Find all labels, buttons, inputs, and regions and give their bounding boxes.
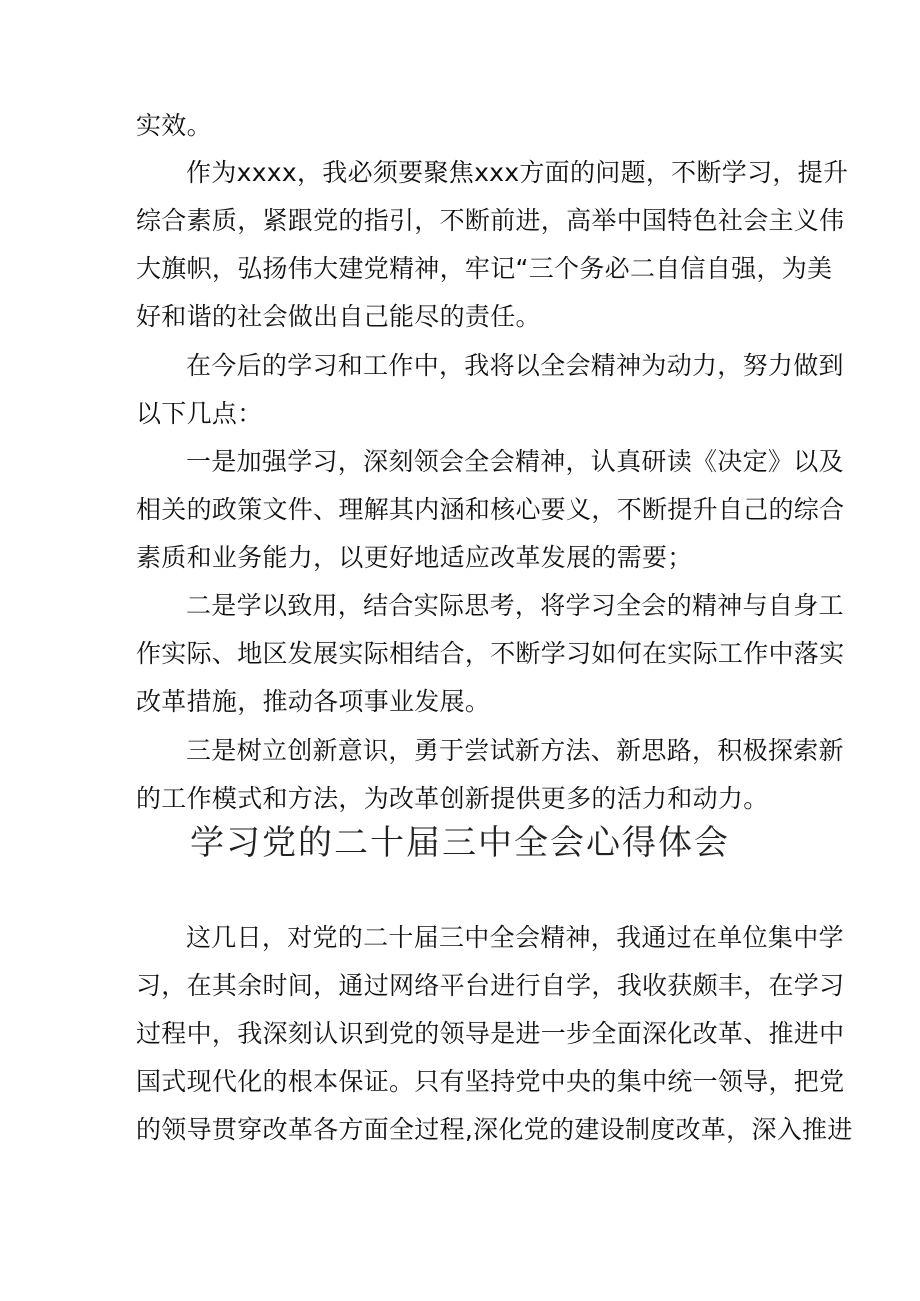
- text-line: 二是学以致用，结合实际思考，将学习全会的精神与自身工: [186, 591, 844, 620]
- text-line: 以下几点：: [136, 399, 263, 428]
- text-line: 综合素质，紧跟党的指引，不断前进，高举中国特色社会主义伟: [136, 206, 845, 235]
- text-line: 三是树立创新意识，勇于尝试新方法、新思路，积极探索新: [186, 736, 844, 765]
- text-line: 在今后的学习和工作中，我将以全会精神为动力，努力做到: [186, 351, 844, 380]
- text-line: 实效。: [136, 111, 212, 140]
- text-line: 习，在其余时间，通过网络平台进行自学，我收获颇丰，在学习: [136, 971, 845, 1000]
- text-line: 好和谐的社会做出自己能尽的责任。: [136, 302, 541, 331]
- text-line: 国式现代化的根本保证。只有坚持党中央的集中统一领导，把党: [136, 1067, 845, 1096]
- text-line: 作为xxxx，我必须要聚焦xxx方面的问题，不断学习，提升: [186, 158, 849, 187]
- text-line: 作实际、地区发展实际相结合，不断学习如何在实际工作中落实: [136, 639, 845, 668]
- text-line: 一是加强学习，深刻领会全会精神，认真研读《决定》以及: [186, 447, 844, 476]
- text-line: 这几日，对党的二十届三中全会精神，我通过在单位集中学: [186, 923, 844, 952]
- section-title: 学习党的二十届三中全会心得体会: [190, 823, 730, 863]
- text-line: 的工作模式和方法，为改革创新提供更多的活力和动力。: [136, 784, 769, 813]
- text-line: 过程中，我深刻认识到党的领导是进一步全面深化改革、推进中: [136, 1019, 845, 1048]
- text-line: 改革措施，推动各项事业发展。: [136, 687, 491, 716]
- text-line: 相关的政策文件、理解其内涵和核心要义，不断提升自己的综合: [136, 495, 845, 524]
- text-line: 的领导贯穿改革各方面全过程,深化党的建设制度改革，深入推进: [136, 1115, 853, 1144]
- text-line: 素质和业务能力，以更好地适应改革发展的需要；: [136, 543, 693, 572]
- text-line: 大旗帜，弘扬伟大建党精神，牢记“三个务必二自信自强，为美: [136, 254, 833, 283]
